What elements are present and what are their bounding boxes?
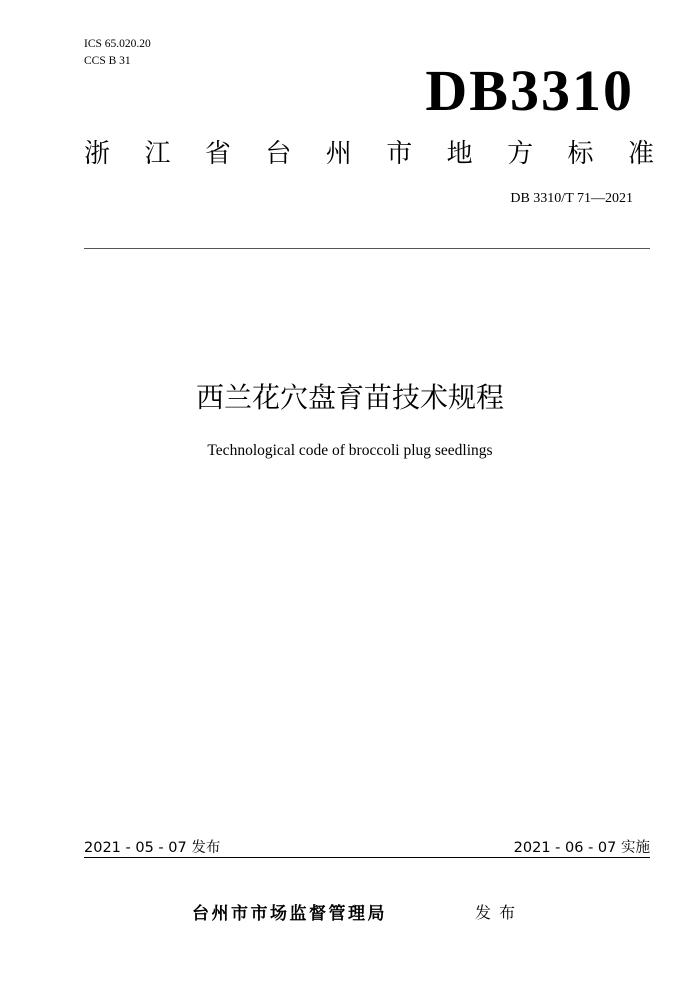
document-title-english: Technological code of broccoli plug seedlings <box>207 442 493 459</box>
issue-date: 2021 - 05 - 07 发布 <box>84 840 221 856</box>
footer-divider <box>84 857 650 858</box>
standard-type-heading <box>84 138 654 170</box>
standard-type-char: 台 <box>265 139 292 169</box>
standard-type-char: 标 <box>567 139 594 169</box>
standard-type-char: 准 <box>627 139 654 169</box>
publish-label: 发布 <box>475 903 524 922</box>
standard-type-char: 浙 <box>84 139 111 169</box>
standard-type-char: 地 <box>446 139 473 169</box>
ccs-code: CCS B 31 <box>84 55 131 67</box>
ics-code: ICS 65.020.20 <box>84 38 151 50</box>
standard-type-char: 方 <box>507 139 534 169</box>
standard-type-char: 江 <box>144 139 171 169</box>
header-divider <box>84 248 650 249</box>
standard-type-char: 省 <box>204 139 231 169</box>
standard-code-logo: DB3310 <box>425 58 634 123</box>
publisher-name: 台州市市场监督管理局 <box>192 904 387 924</box>
standard-number: DB 3310/T 71—2021 <box>510 191 633 206</box>
standard-type-char: 州 <box>325 139 352 169</box>
standard-type-char: 市 <box>386 139 413 169</box>
implementation-date: 2021 - 06 - 07 实施 <box>513 840 650 856</box>
document-title-chinese: 西兰花穴盘育苗技术规程 <box>195 381 504 414</box>
